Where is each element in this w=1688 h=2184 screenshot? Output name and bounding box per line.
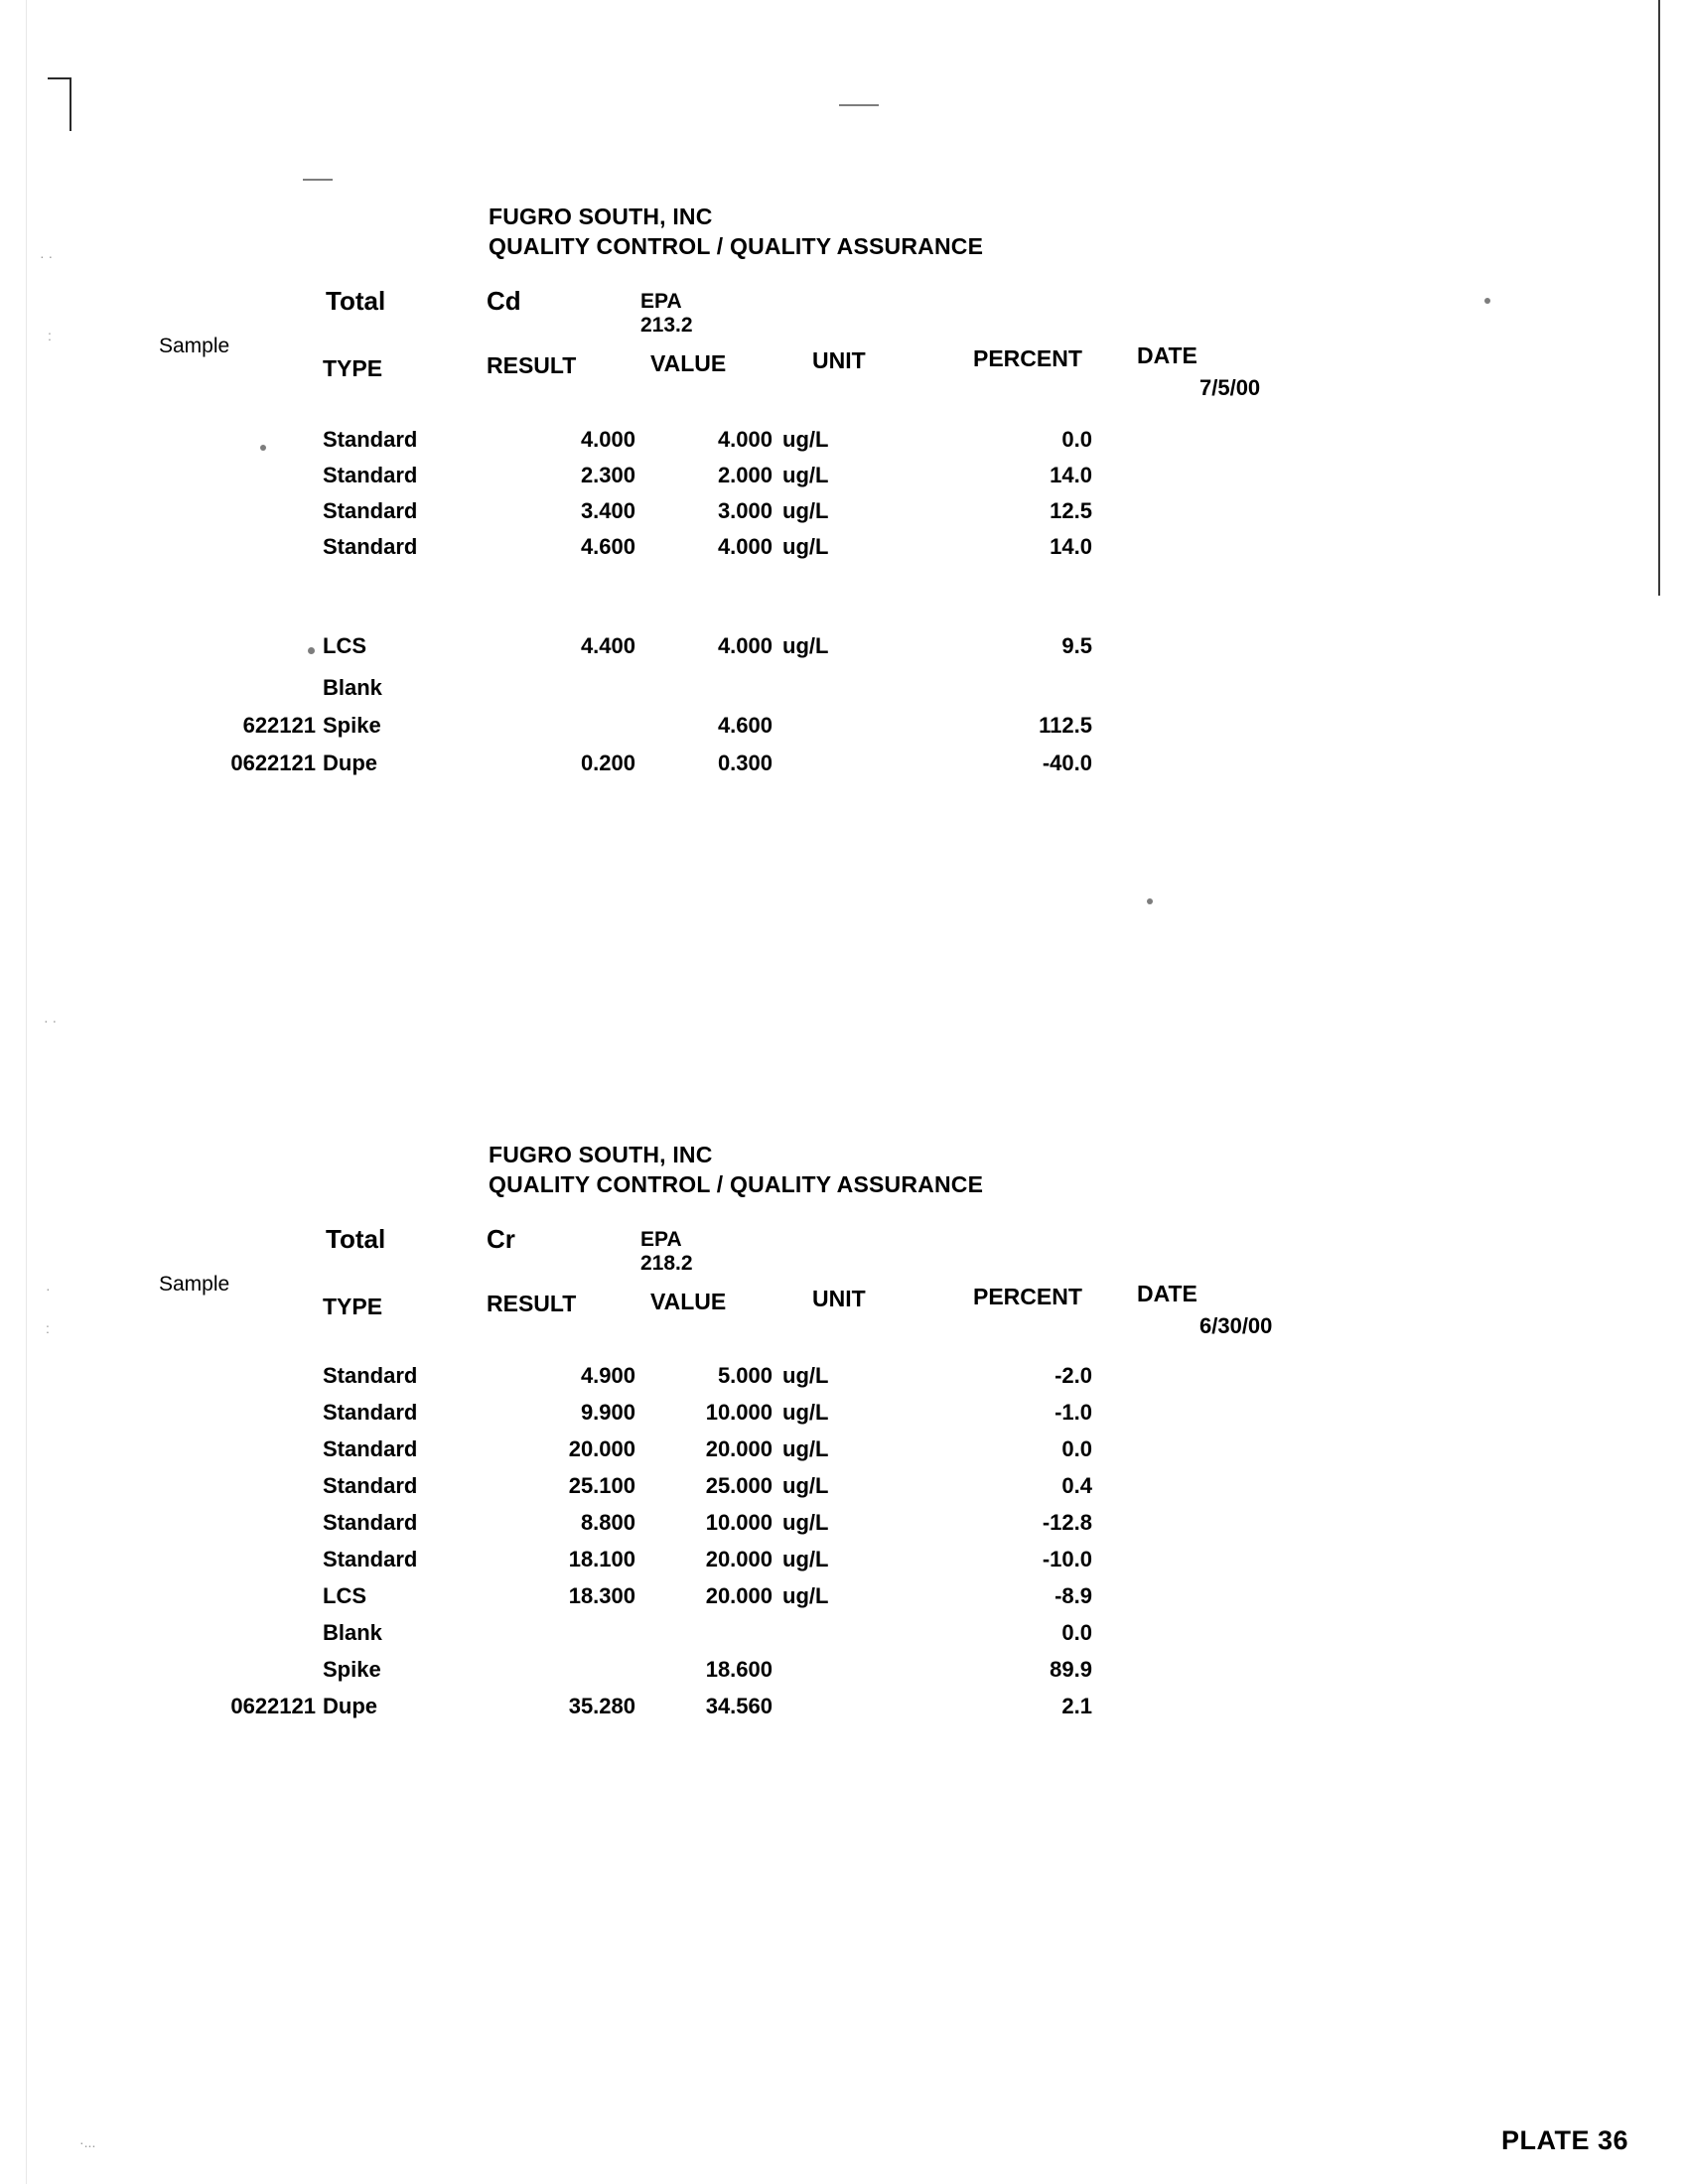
table-row-spacer — [0, 570, 1291, 606]
cell-result: 20.000 — [568, 1436, 635, 1461]
cell-type: LCS — [323, 633, 366, 658]
cell-type: LCS — [323, 1583, 366, 1608]
cell-result: 18.100 — [568, 1547, 635, 1571]
cell-unit: ug/L — [782, 1583, 829, 1608]
table-row — [0, 1694, 1291, 1729]
table-row — [0, 1510, 1291, 1546]
cell-percent: 12.5 — [1050, 498, 1092, 523]
cell-percent: 112.5 — [1039, 713, 1092, 738]
column-header-unit: UNIT — [812, 347, 866, 373]
table-row — [0, 1436, 1291, 1472]
scan-speck — [303, 179, 333, 181]
cell-unit: ug/L — [782, 463, 829, 487]
cell-sample: 0622121 — [230, 751, 316, 775]
table-row — [0, 675, 1291, 711]
table-row — [0, 1473, 1291, 1509]
total-label: Total — [326, 1224, 386, 1254]
cell-value: 34.560 — [705, 1694, 773, 1718]
cell-value: 4.000 — [717, 534, 773, 559]
column-header-result: RESULT — [487, 352, 577, 378]
page-right-margin — [1658, 0, 1688, 2184]
cell-result: 25.100 — [568, 1473, 635, 1498]
cell-value: 2.000 — [717, 463, 773, 487]
cell-result: 2.300 — [580, 463, 635, 487]
cell-unit: ug/L — [782, 534, 829, 559]
method-label: EPA 218.2 — [640, 1228, 693, 1275]
cell-result: 8.800 — [580, 1510, 635, 1535]
plate-label: PLATE 36 — [1500, 2125, 1628, 2155]
cell-value: 10.000 — [705, 1510, 773, 1535]
scan-margin-mark: : — [46, 1320, 50, 1336]
analyte-label: Cd — [487, 286, 521, 316]
cell-type: Dupe — [323, 1694, 377, 1718]
cell-result: 4.000 — [580, 427, 635, 452]
cell-type: Standard — [323, 427, 418, 452]
cell-percent: -10.0 — [1042, 1547, 1092, 1571]
cell-result: 3.400 — [580, 498, 635, 523]
cell-percent: -12.8 — [1042, 1510, 1092, 1535]
scan-margin-mark: · — [46, 1281, 51, 1297]
table-row — [0, 498, 1291, 534]
cell-unit: ug/L — [782, 1400, 829, 1425]
column-header-percent: PERCENT — [973, 345, 1082, 371]
cell-sample: 0622121 — [230, 1694, 316, 1718]
total-label: Total — [326, 286, 386, 316]
cell-percent: 0.0 — [1061, 427, 1092, 452]
sample-column-label: Sample — [159, 1273, 230, 1296]
cell-type: Dupe — [323, 751, 377, 775]
cell-value: 5.000 — [717, 1363, 773, 1388]
scan-speck — [1147, 898, 1153, 904]
cell-type: Standard — [323, 498, 418, 523]
cell-unit: ug/L — [782, 427, 829, 452]
table-row — [0, 534, 1291, 570]
column-header-date: DATE — [1137, 342, 1197, 368]
cell-value: 4.600 — [717, 713, 773, 738]
table-row — [0, 1620, 1291, 1656]
cell-value: 18.600 — [705, 1657, 773, 1682]
cell-type: Standard — [323, 1436, 418, 1461]
cell-percent: -40.0 — [1042, 751, 1092, 775]
cell-unit: ug/L — [782, 1363, 829, 1388]
cell-value: 20.000 — [705, 1547, 773, 1571]
cell-sample: 622121 — [242, 713, 316, 738]
cell-value: 20.000 — [705, 1436, 773, 1461]
cell-result: 9.900 — [580, 1400, 635, 1425]
report-date-value: 7/5/00 — [1199, 375, 1261, 400]
cell-value: 20.000 — [705, 1583, 773, 1608]
method-label: EPA 213.2 — [640, 290, 693, 337]
column-header-type: TYPE — [323, 1294, 383, 1319]
cell-result: 35.280 — [568, 1694, 635, 1718]
page-edge-line — [1658, 0, 1660, 596]
report-date-value: 6/30/00 — [1199, 1313, 1273, 1338]
scan-margin-mark: : — [48, 328, 52, 343]
table-row — [0, 1583, 1291, 1619]
cell-percent: 14.0 — [1050, 534, 1092, 559]
table-row — [0, 1547, 1291, 1582]
cell-result: 18.300 — [568, 1583, 635, 1608]
cell-result: 4.900 — [580, 1363, 635, 1388]
cell-type: Spike — [323, 1657, 381, 1682]
cell-type: Spike — [323, 713, 381, 738]
cell-percent: 14.0 — [1050, 463, 1092, 487]
cell-type: Standard — [323, 1547, 418, 1571]
cell-percent: 0.0 — [1061, 1620, 1092, 1645]
cell-unit: ug/L — [782, 1436, 829, 1461]
cell-percent: -8.9 — [1055, 1583, 1092, 1608]
scan-speck — [839, 104, 879, 106]
report-subtitle: QUALITY CONTROL / QUALITY ASSURANCE — [489, 1171, 984, 1197]
table-row — [0, 463, 1291, 498]
cell-percent: -2.0 — [1055, 1363, 1092, 1388]
cell-type: Standard — [323, 463, 418, 487]
column-header-date: DATE — [1137, 1281, 1197, 1306]
sample-column-label: Sample — [159, 335, 230, 357]
table-row — [0, 1363, 1291, 1399]
cell-type: Standard — [323, 1363, 418, 1388]
scan-corner-mark — [48, 77, 71, 131]
cell-type: Standard — [323, 1473, 418, 1498]
column-header-percent: PERCENT — [973, 1284, 1082, 1309]
company-name: FUGRO SOUTH, INC — [489, 1142, 713, 1167]
cell-value: 0.300 — [717, 751, 773, 775]
table-row — [0, 713, 1291, 749]
cell-unit: ug/L — [782, 498, 829, 523]
cell-percent: 2.1 — [1061, 1694, 1092, 1718]
table-row — [0, 1657, 1291, 1693]
cell-type: Standard — [323, 1510, 418, 1535]
cell-percent: 0.4 — [1061, 1473, 1092, 1498]
cell-unit: ug/L — [782, 1510, 829, 1535]
table-row — [0, 427, 1291, 463]
cell-result: 4.400 — [580, 633, 635, 658]
cell-type: Standard — [323, 534, 418, 559]
cell-value: 4.000 — [717, 633, 773, 658]
page-left-margin — [0, 0, 27, 2184]
scan-speck — [1484, 298, 1490, 304]
cell-value: 3.000 — [717, 498, 773, 523]
cell-unit: ug/L — [782, 1547, 829, 1571]
cell-value: 4.000 — [717, 427, 773, 452]
analyte-label: Cr — [487, 1224, 515, 1254]
cell-percent: 9.5 — [1061, 633, 1092, 658]
cell-type: Standard — [323, 1400, 418, 1425]
report-subtitle: QUALITY CONTROL / QUALITY ASSURANCE — [489, 233, 984, 259]
cell-percent: 89.9 — [1050, 1657, 1092, 1682]
cell-unit: ug/L — [782, 1473, 829, 1498]
column-header-result: RESULT — [487, 1291, 577, 1316]
column-header-value: VALUE — [650, 1289, 727, 1314]
cell-percent: -1.0 — [1055, 1400, 1092, 1425]
cell-value: 10.000 — [705, 1400, 773, 1425]
cell-unit: ug/L — [782, 633, 829, 658]
cell-type: Blank — [323, 1620, 382, 1645]
cell-result: 0.200 — [580, 751, 635, 775]
cell-type: Blank — [323, 675, 382, 700]
scan-margin-mark: · · — [40, 248, 54, 264]
scan-margin-mark: ·... — [79, 2134, 96, 2150]
table-row — [0, 633, 1291, 669]
cell-value: 25.000 — [705, 1473, 773, 1498]
column-header-value: VALUE — [650, 350, 727, 376]
cell-result: 4.600 — [580, 534, 635, 559]
table-row — [0, 751, 1291, 786]
scan-margin-mark: · · — [44, 1013, 58, 1028]
column-header-unit: UNIT — [812, 1286, 866, 1311]
column-header-type: TYPE — [323, 355, 383, 381]
table-row — [0, 1400, 1291, 1435]
cell-percent: 0.0 — [1061, 1436, 1092, 1461]
company-name: FUGRO SOUTH, INC — [489, 204, 713, 229]
